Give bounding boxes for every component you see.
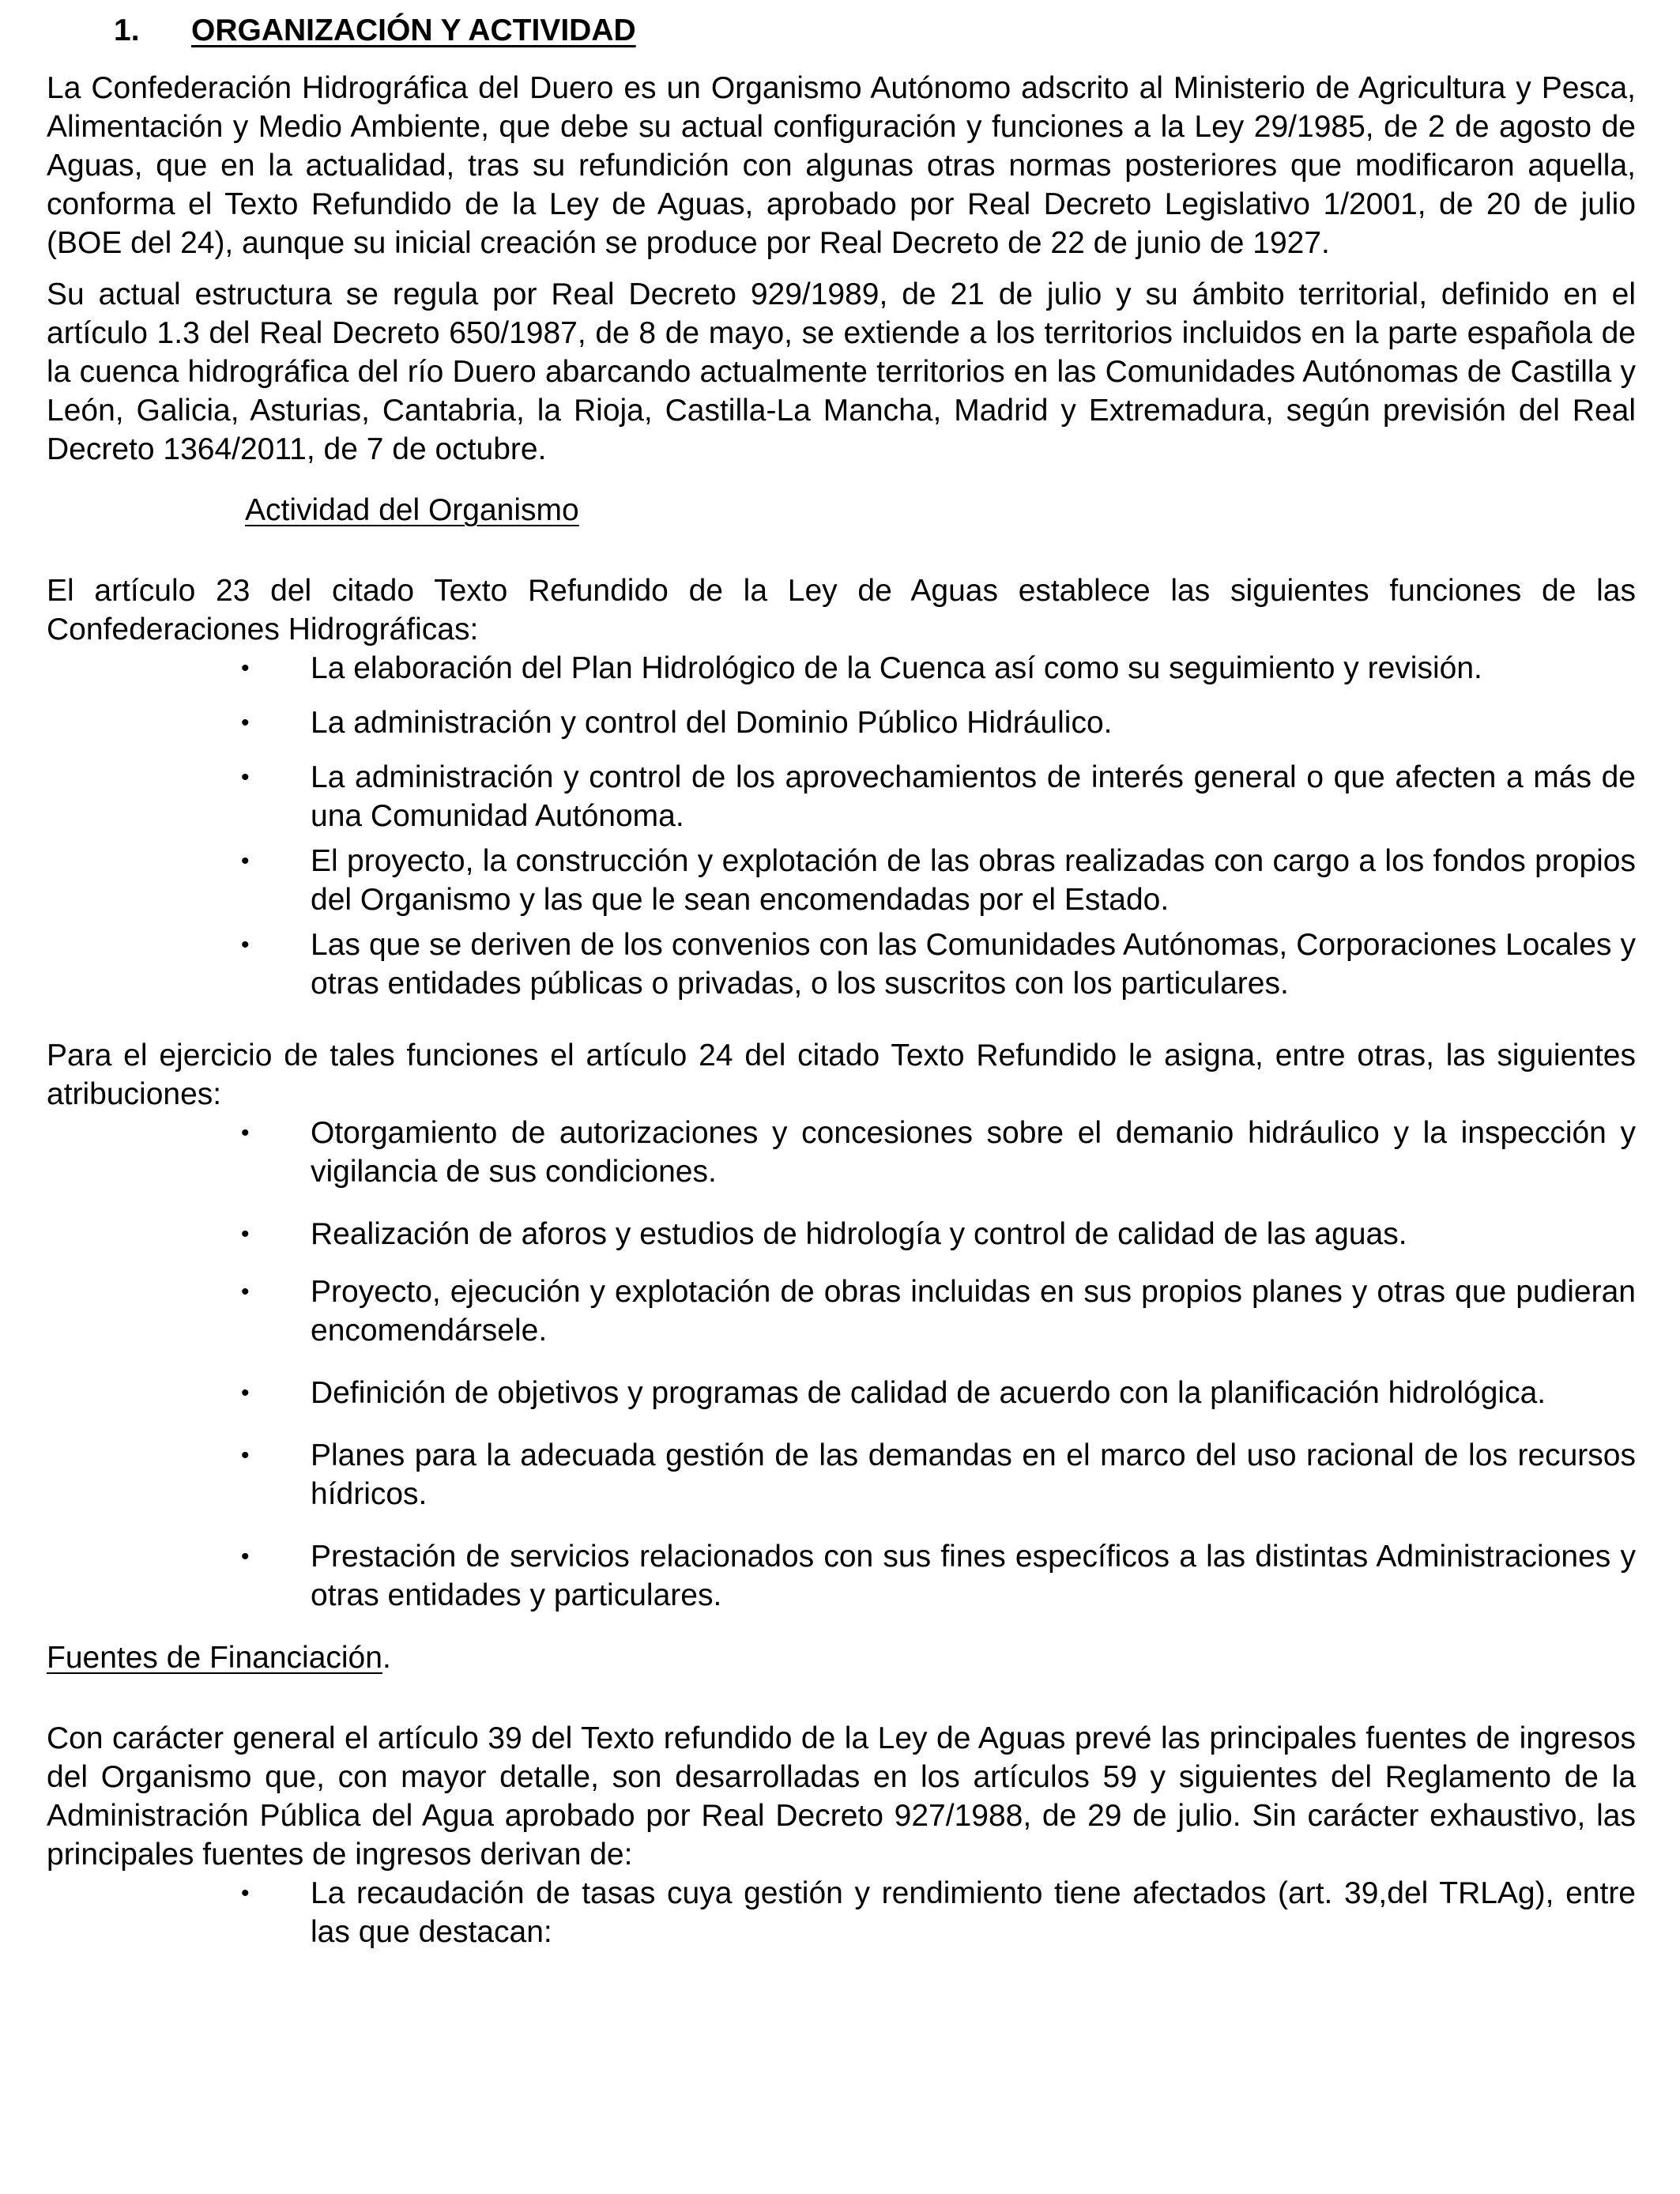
subheading-fuentes	[47, 1638, 1636, 1677]
bullet-icon: •	[241, 764, 250, 790]
list-item-text: La administración y control del Dominio Público Hidráulico.	[311, 706, 1113, 740]
list-item	[47, 925, 1636, 1003]
list-item	[47, 1215, 1636, 1253]
ingresos-list	[47, 1874, 1636, 1951]
list-item	[47, 1874, 1636, 1951]
bullet-icon: •	[241, 1880, 250, 1906]
list-item-text: Realización de aforos y estudios de hidrología y control de calidad de las aguas.	[311, 1217, 1407, 1251]
list-item-text: La recaudación de tasas cuya gestión y rendimiento tiene afectados (art. 39,del TRLAg), entre las que destacan:	[311, 1876, 1636, 1949]
list-item-text: Prestación de servicios relacionados con sus fines específicos a las distintas Administraciones y otras entidades y particulares.	[311, 1540, 1636, 1612]
list-item-text: Otorgamiento de autorizaciones y concesiones sobre el demanio hidráulico y la inspección y vigilancia de sus condiciones.	[311, 1116, 1636, 1189]
bullet-icon: •	[241, 932, 250, 958]
fuentes-heading-period: .	[382, 1641, 391, 1675]
paragraph-organismo: La Confederación Hidrográfica del Duero es un Organismo Autónomo adscrito al Ministerio de Agricultura y Pesca, Alimentación y Medio Ambiente, que debe su actual configuración y funciones a la Ley 29/1985, de 2 de agosto de Aguas, que en la actualidad, tras su refundición con algunas otras normas posteriores que modificaron aquella, conforma el Texto Refundido de la Ley de Aguas, aprobado por Real Decreto Legislativo 1/2001, de 20 de julio (BOE del 24), aunque su inicial creación se produce por Real Decreto de 22 de junio de 1927.	[47, 71, 1636, 260]
paragraph-atribuciones-intro: Para el ejercicio de tales funciones el artículo 24 del citado Texto Refundido le asigna, entre otras, las siguientes atribuciones:	[47, 1039, 1636, 1111]
list-item	[47, 649, 1636, 688]
list-item	[47, 1436, 1636, 1514]
section-title: ORGANIZACIÓN Y ACTIVIDAD	[191, 13, 636, 47]
atribuciones-list	[47, 1114, 1636, 1615]
bullet-icon: •	[241, 1544, 250, 1570]
bullet-icon: •	[241, 1442, 250, 1468]
list-item	[47, 842, 1636, 919]
bullet-icon: •	[241, 1120, 250, 1146]
funciones-list	[47, 649, 1636, 1003]
bullet-icon: •	[241, 1279, 250, 1305]
paragraph-estructura: Su actual estructura se regula por Real Decreto 929/1989, de 21 de julio y su ámbito territorial, definido en el artículo 1.3 del Real Decreto 650/1987, de 8 de mayo, se extiende a los territorios incluidos en la parte española de la cuenca hidrográfica del río Duero abarcando actualmente territorios en las Comunidades Autónomas de Castilla y León, Galicia, Asturias, Cantabria, la Rioja, Castilla-La Mancha, Madrid y Extremadura, según previsión del Real Decreto 1364/2011, de 7 de octubre.	[47, 277, 1636, 466]
fuentes-heading-text: Fuentes de Financiación	[47, 1641, 382, 1675]
list-item	[47, 703, 1636, 742]
bullet-icon: •	[241, 848, 250, 874]
list-item	[47, 1272, 1636, 1350]
paragraph-funciones-intro: El artículo 23 del citado Texto Refundido de la Ley de Aguas establece las siguientes funciones de las Confederaciones Hidrográficas:	[47, 574, 1636, 647]
list-item	[47, 1537, 1636, 1615]
list-item-text: La elaboración del Plan Hidrológico de la Cuenca así como su seguimiento y revisión.	[311, 651, 1482, 685]
list-item-text: Definición de objetivos y programas de calidad de acuerdo con la planificación hidrológica.	[311, 1376, 1546, 1410]
list-item	[47, 1114, 1636, 1191]
list-item-text: El proyecto, la construcción y explotación de las obras realizadas con cargo a los fondos propios del Organismo y las que le sean encomendadas por el Estado.	[311, 844, 1636, 917]
list-item	[47, 758, 1636, 835]
list-item-text: Las que se deriven de los convenios con las Comunidades Autónomas, Corporaciones Locales y otras entidades públicas o privadas, o los suscritos con los particulares.	[311, 928, 1636, 1001]
list-item	[47, 1374, 1636, 1412]
list-item-text: La administración y control de los aprovechamientos de interés general o que afecten a más de una Comunidad Autónoma.	[311, 760, 1636, 833]
list-item-text: Planes para la adecuada gestión de las demandas en el marco del uso racional de los recursos hídricos.	[311, 1438, 1636, 1511]
document-content	[47, 11, 1636, 1951]
paragraph-ingresos-intro: Con carácter general el artículo 39 del Texto refundido de la Ley de Aguas prevé las principales fuentes de ingresos del Organismo que, con mayor detalle, son desarrolladas en los artículos 59 y siguientes del Reglamento de la Administración Pública del Agua aprobado por Real Decreto 927/1988, de 29 de julio. Sin carácter exhaustivo, las principales fuentes de ingresos derivan de:	[47, 1721, 1636, 1872]
bullet-icon: •	[241, 1380, 250, 1406]
section-number: 1.	[114, 13, 140, 47]
list-item-text: Proyecto, ejecución y explotación de obras incluidas en sus propios planes y otras que pudieran encomendársele.	[311, 1275, 1636, 1348]
bullet-icon: •	[241, 710, 250, 736]
bullet-icon: •	[241, 655, 250, 681]
bullet-icon: •	[241, 1221, 250, 1247]
subheading-actividad: Actividad del Organismo	[245, 493, 579, 527]
section-heading	[114, 11, 1636, 50]
